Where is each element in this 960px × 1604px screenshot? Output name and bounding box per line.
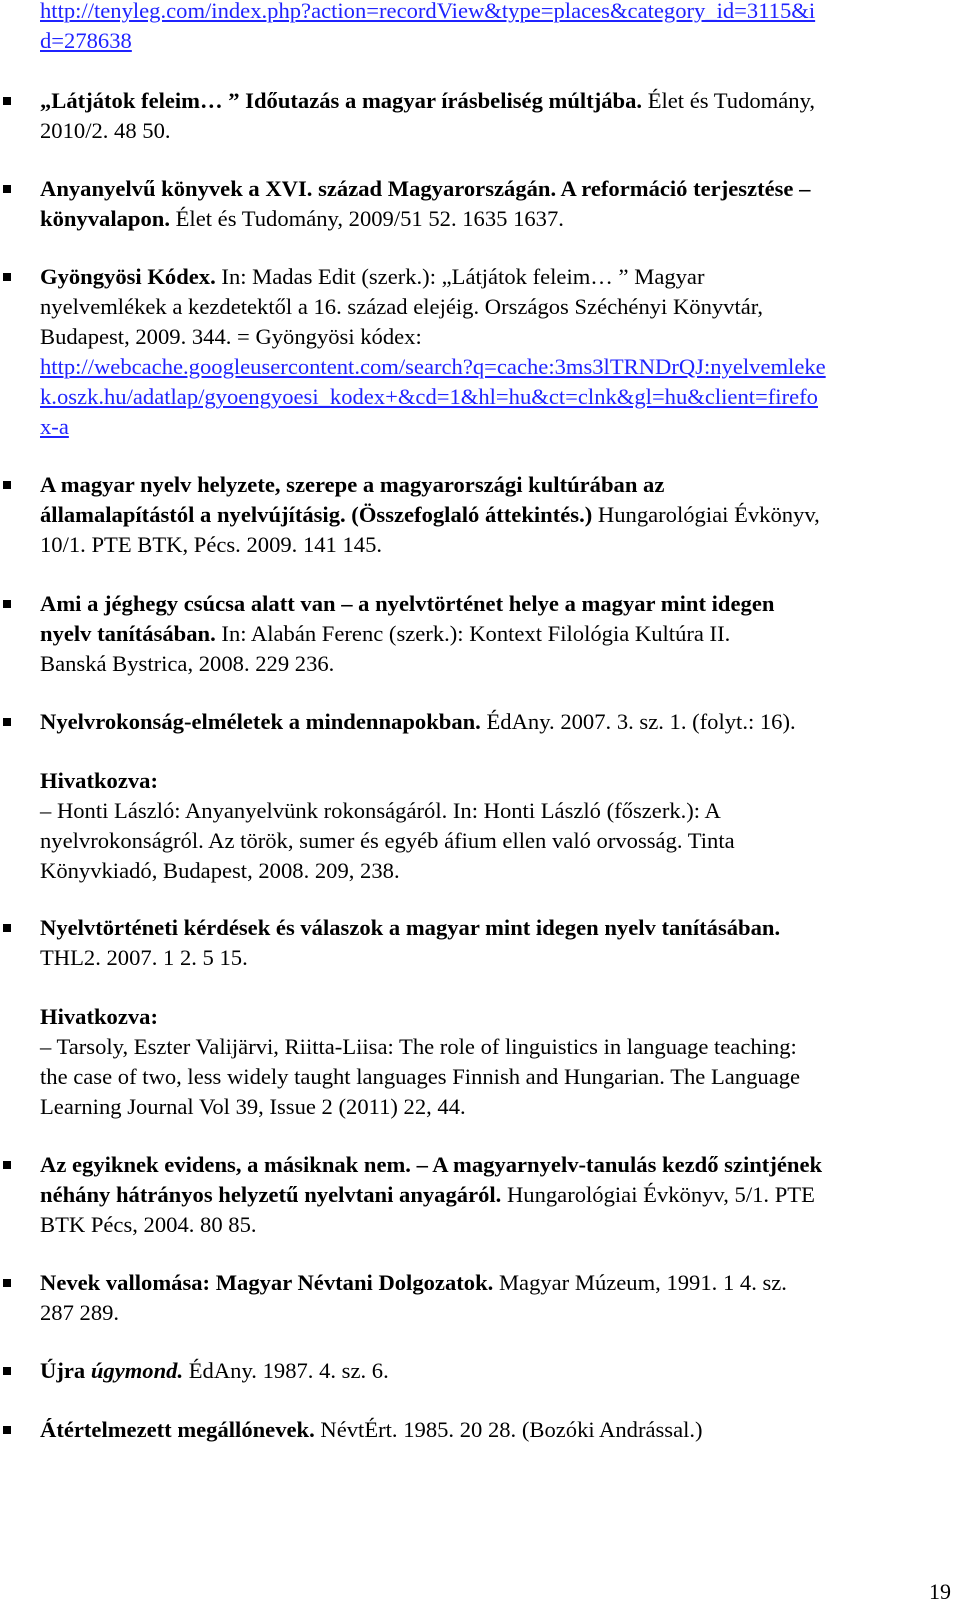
bullet-square-icon <box>3 1279 11 1287</box>
page-number: 19 <box>929 1579 951 1604</box>
entry-line <box>40 322 955 352</box>
entry-source-text: Hungarológiai Évkönyv, 5/1. PTE <box>501 1182 815 1207</box>
bullet-square-icon <box>3 273 11 281</box>
bibliography-entry <box>40 174 955 234</box>
entry-line <box>40 913 955 943</box>
entry-line <box>40 530 955 560</box>
bibliography-entry <box>40 1150 955 1240</box>
entry-title-text: „Látjátok feleim… ” Időutazás a magyar írásbeliség múltjába. <box>40 88 643 113</box>
entry-source-text: Élet és Tudomány, <box>642 88 816 113</box>
entry-source-text: 10/1. PTE BTK, Pécs. 2009. 141 145. <box>40 532 383 557</box>
entry-title-text: Gyöngyösi Kódex. <box>40 264 216 289</box>
entry-source-text: Banská Bystrica, 2008. 229 236. <box>40 651 335 676</box>
note-line: nyelvrokonságról. Az török, sumer és egyéb áfium ellen való orvosság. Tinta <box>40 828 735 853</box>
bibliography-entry <box>40 707 955 737</box>
note-line: the case of two, less widely taught languages Finnish and Hungarian. The Language <box>40 1064 801 1089</box>
entry-line <box>40 619 955 649</box>
entry-line <box>40 174 955 204</box>
bibliography-entry <box>40 1356 955 1386</box>
entry-title-text: Ami a jéghegy csúcsa alatt van – a nyelvtörténet helye a magyar mint idegen <box>40 591 775 616</box>
bullet-square-icon <box>3 924 11 932</box>
entry-title-text: Nevek vallomása: Magyar Névtani Dolgozatok. <box>40 1270 494 1295</box>
entry-link-line[interactable]: k.oszk.hu/adatlap/gyoengyoesi_kodex+&cd=1&hl=hu&ct=clnk&gl=hu&client=firefo <box>40 384 818 409</box>
bullet-square-icon <box>3 1161 11 1169</box>
entry-link-line[interactable]: http://webcache.googleusercontent.com/search?q=cache:3ms3lTRNDrQJ:nyelvemleke <box>40 354 826 379</box>
entry-title-text: könyvalapon. <box>40 206 170 231</box>
bibliography-entry <box>40 1268 955 1328</box>
entry-line <box>40 1356 955 1386</box>
entry-line <box>40 262 955 292</box>
entry-source-text: Magyar Múzeum, 1991. 1 4. sz. <box>493 1270 787 1295</box>
entry-line <box>40 1415 955 1445</box>
entry-title-text: nyelv tanításában. <box>40 621 216 646</box>
entry-source-text: NévtÉrt. 1985. 20 28. (Bozóki Andrással.) <box>314 1417 703 1442</box>
entry-line <box>40 470 955 500</box>
entry-source-text: 287 289. <box>40 1300 120 1325</box>
top-link-line-1[interactable]: http://tenyleg.com/index.php?action=recordView&type=places&category_id=3115&i <box>40 0 816 23</box>
entry-source-text: THL2. 2007. 1 2. 5 15. <box>40 945 248 970</box>
entry-line <box>40 707 955 737</box>
entry-title-text: Nyelvrokonság-elméletek a mindennapokban. <box>40 709 481 734</box>
entry-source-text: Hungarológiai Évkönyv, <box>592 502 820 527</box>
top-link-line-2[interactable]: d=278638 <box>40 28 132 53</box>
entry-line <box>40 116 955 146</box>
entry-source-text: ÉdAny. 1987. 4. sz. 6. <box>183 1358 389 1383</box>
entry-line <box>40 1210 955 1240</box>
entry-line <box>40 1268 955 1298</box>
entry-line <box>40 943 955 973</box>
entry-title-text: Átértelmezett megállónevek. <box>40 1417 315 1442</box>
entry-title-text: Anyanyelvű könyvek a XVI. század Magyarországán. A reformáció terjesztése – <box>40 176 811 201</box>
bibliography-entry <box>40 262 955 442</box>
bullet-square-icon <box>3 600 11 608</box>
bibliography-entry <box>40 86 955 146</box>
note-line: Könyvkiadó, Budapest, 2008. 209, 238. <box>40 858 400 883</box>
bullet-square-icon <box>3 97 11 105</box>
note-heading: Hivatkozva: <box>40 768 158 793</box>
note-line: – Honti László: Anyanyelvünk rokonságáról. In: Honti László (főszerk.): A <box>40 798 721 823</box>
bibliography-entry <box>40 589 955 679</box>
entry-source-text: 2010/2. 48 50. <box>40 118 171 143</box>
entry-source-text: ÉdAny. 2007. 3. sz. 1. (folyt.: 16). <box>480 709 796 734</box>
entry-line <box>40 1298 955 1328</box>
entry-line <box>40 1180 955 1210</box>
entry-line <box>40 1150 955 1180</box>
note-line: Learning Journal Vol 39, Issue 2 (2011) 22, 44. <box>40 1094 466 1119</box>
citation-note <box>40 1002 955 1122</box>
bullet-square-icon <box>3 718 11 726</box>
entry-title-text: Újra <box>40 1358 91 1383</box>
bullet-square-icon <box>3 481 11 489</box>
entry-title-text: néhány hátrányos helyzetű nyelvtani anyagáról. <box>40 1182 502 1207</box>
entry-line <box>40 589 955 619</box>
entry-title-text: Nyelvtörténeti kérdések és válaszok a magyar mint idegen nyelv tanításában. <box>40 915 781 940</box>
entry-title-text: Az egyiknek evidens, a másiknak nem. – A magyarnyelv-tanulás kezdő szintjének <box>40 1152 823 1177</box>
entry-source-text: Budapest, 2009. 344. = Gyöngyösi kódex: <box>40 324 422 349</box>
entry-link-line[interactable]: x-a <box>40 414 69 439</box>
entry-source-text: In: Madas Edit (szerk.): „Látjátok feleim… ” Magyar <box>215 264 705 289</box>
bullet-square-icon <box>3 1426 11 1434</box>
entry-title-text: államalapítástól a nyelvújításig. (Összefoglaló áttekintés.) <box>40 502 593 527</box>
entry-source-text: BTK Pécs, 2004. 80 85. <box>40 1212 257 1237</box>
entry-source-text: In: Alabán Ferenc (szerk.): Kontext Filológia Kultúra II. <box>215 621 731 646</box>
citation-note <box>40 766 955 886</box>
entry-title-text: A magyar nyelv helyzete, szerepe a magyarországi kultúrában az <box>40 472 665 497</box>
entry-source-text: nyelvemlékek a kezdetektől a 16. század elejéig. Országos Széchényi Könyvtár, <box>40 294 764 319</box>
entry-line <box>40 86 955 116</box>
entry-line <box>40 292 955 322</box>
bibliography-entry <box>40 913 955 973</box>
bibliography-entry <box>40 470 955 560</box>
top-link-block[interactable] <box>40 0 955 56</box>
entry-source-text: Élet és Tudomány, 2009/51 52. 1635 1637. <box>169 206 564 231</box>
note-heading: Hivatkozva: <box>40 1004 158 1029</box>
entry-line <box>40 204 955 234</box>
entry-title-text: úgymond. <box>90 1358 184 1383</box>
entry-line <box>40 500 955 530</box>
note-line: – Tarsoly, Eszter Valijärvi, Riitta-Liisa: The role of linguistics in language teaching: <box>40 1034 797 1059</box>
bullet-square-icon <box>3 1367 11 1375</box>
entry-line <box>40 649 955 679</box>
bibliography-entry <box>40 1415 955 1445</box>
entry-link-block[interactable] <box>40 352 955 442</box>
bullet-square-icon <box>3 185 11 193</box>
